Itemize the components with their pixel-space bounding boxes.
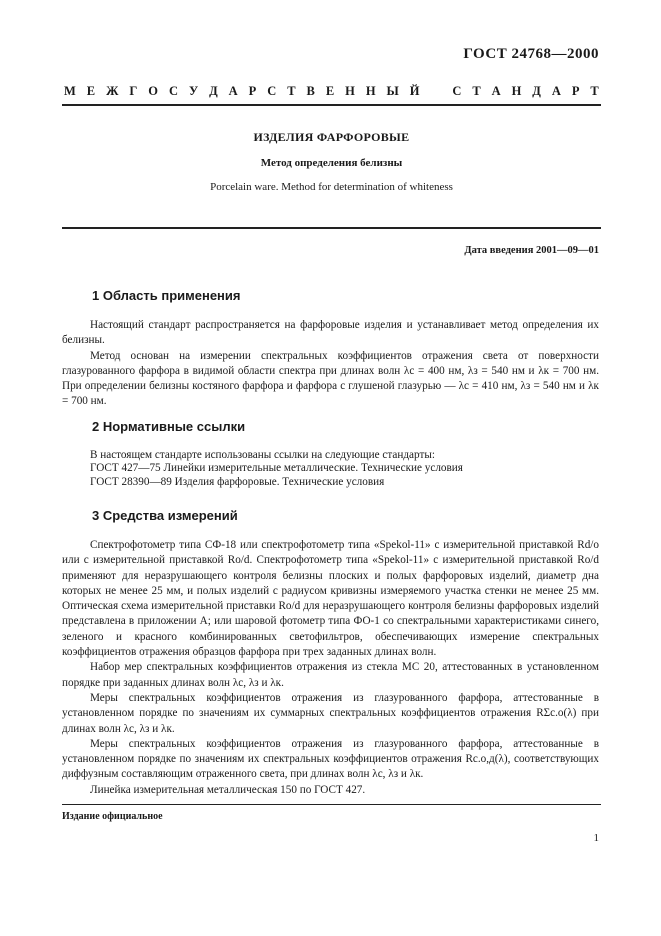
section-3-heading: 3 Средства измерений [92, 508, 238, 523]
banner-letter: Г [129, 84, 138, 98]
title-divider [62, 227, 601, 229]
banner-letter: Д [209, 84, 218, 98]
section-3-body [62, 538, 599, 798]
paragraph: Линейка измерительная металлическая 150 по ГОСТ 427. [90, 783, 366, 796]
banner-letter: Ы [386, 84, 399, 98]
paragraph: Меры спектральных коэффициентов отражения из глазурованного фарфора, аттестованные в установленном порядке по значениям их суммарных спектральных коэффициентов отражения RΣс.о(λ) при длинах волн λс, λз и λк. [62, 691, 599, 735]
interstate-standard-banner [64, 84, 599, 99]
reference-list [90, 461, 599, 489]
banner-letter: Р [571, 84, 580, 98]
banner-letter: Е [86, 84, 96, 98]
banner-letter: Д [532, 84, 541, 98]
paragraph: Настоящий стандарт распространяется на фарфоровые изделия и устанавливает метод определения их белизны. [62, 319, 599, 347]
banner-letter: А [491, 84, 501, 98]
banner-letter: Ж [106, 84, 119, 98]
english-title: Porcelain ware. Method for determination of whiteness [210, 181, 453, 193]
section-2-heading: 2 Нормативные ссылки [92, 419, 246, 434]
footer-divider [62, 804, 601, 805]
page-number: 1 [593, 832, 599, 844]
banner-letter: В [306, 84, 315, 98]
banner-letter: С [452, 84, 462, 98]
banner-letter: А [551, 84, 561, 98]
document-subtitle: Метод определения белизны [260, 157, 403, 169]
paragraph: Метод основан на измерении спектральных коэффициентов отражения света от поверхности глазурованного фарфора в видимой области спектра при длинах волн λс = 400 нм, λз = 540 нм и λк = 700 нм. При определении белизны костяного фарфора и фарфора с глушеной глазурью — λс = 410 нм, λз = 540 нм и λк = 700 нм. [62, 349, 599, 408]
banner-letter: Т [590, 84, 599, 98]
official-edition-label: Издание официальное [62, 811, 163, 822]
banner-letter: Р [248, 84, 257, 98]
header-divider [62, 104, 601, 106]
reference-item: ГОСТ 28390—89 Изделия фарфоровые. Технические условия [90, 476, 385, 488]
introduction-date: Дата введения 2001—09—01 [464, 245, 599, 256]
section-1-body [62, 318, 599, 410]
banner-letter: О [148, 84, 159, 98]
banner-letter: У [188, 84, 199, 98]
section-1-heading: 1 Область применения [92, 288, 241, 303]
banner-letter: С [168, 84, 179, 98]
paragraph: Набор мер спектральных коэффициентов отражения из стекла МС 20, аттестованных в установленном порядке при заданных длинах волн λс, λз и λк. [62, 661, 599, 689]
banner-letter: Т [472, 84, 481, 98]
banner-letter: Н [365, 84, 376, 98]
banner-letter: Т [287, 84, 296, 98]
paragraph: В настоящем стандарте использованы ссылки на следующие стандарты: [90, 449, 435, 461]
banner-letter: М [64, 84, 76, 98]
document-code: ГОСТ 24768—2000 [463, 46, 599, 62]
banner-letter: Н [511, 84, 522, 98]
banner-letter: А [228, 84, 238, 98]
document-title: ИЗДЕЛИЯ ФАРФОРОВЫЕ [253, 130, 410, 144]
paragraph: Меры спектральных коэффициентов отражения из глазурованного фарфора, аттестованные в установленном порядке по значениям их спектральных коэффициентов отражения Rс.о,д(λ), соответствующих диффузным составляющим отраженного света, при длинах волн λс, λз и λк. [62, 737, 599, 781]
banner-letter: Й [409, 84, 420, 98]
banner-letter: Е [325, 84, 335, 98]
banner-letter: Н [345, 84, 355, 98]
paragraph: Спектрофотометр типа СФ-18 или спектрофотометр типа «Spekol-11» с измерительной приставкой Rd/o или с измерительной приставкой Ro/d. Спектрофотометр типа «Spekol-11» с измерительной приставкой Ro/d применяют для неразрушающего контроля белизны плоских и полых фарфоровых изделий, диаметр дна которых не менее 25 мм, и полых изделий с радиусом кривизны измеряемого участка стенки не менее 25 мм. Оптическая схема измерительной приставки Ro/d для неразрушающего контроля белизны фарфоровых изделий представлена в приложении А; или шаровой фотометр типа ФО-1 со спектральными характеристиками синего, зеленого и красного комбинированных светофильтров, обеспечивающих измерение спектральных коэффициентов отражения образцов фарфора при трех заданных длинах волн. [62, 539, 599, 659]
reference-item: ГОСТ 427—75 Линейки измерительные металлические. Технические условия [90, 462, 463, 474]
banner-letter: С [267, 84, 277, 98]
